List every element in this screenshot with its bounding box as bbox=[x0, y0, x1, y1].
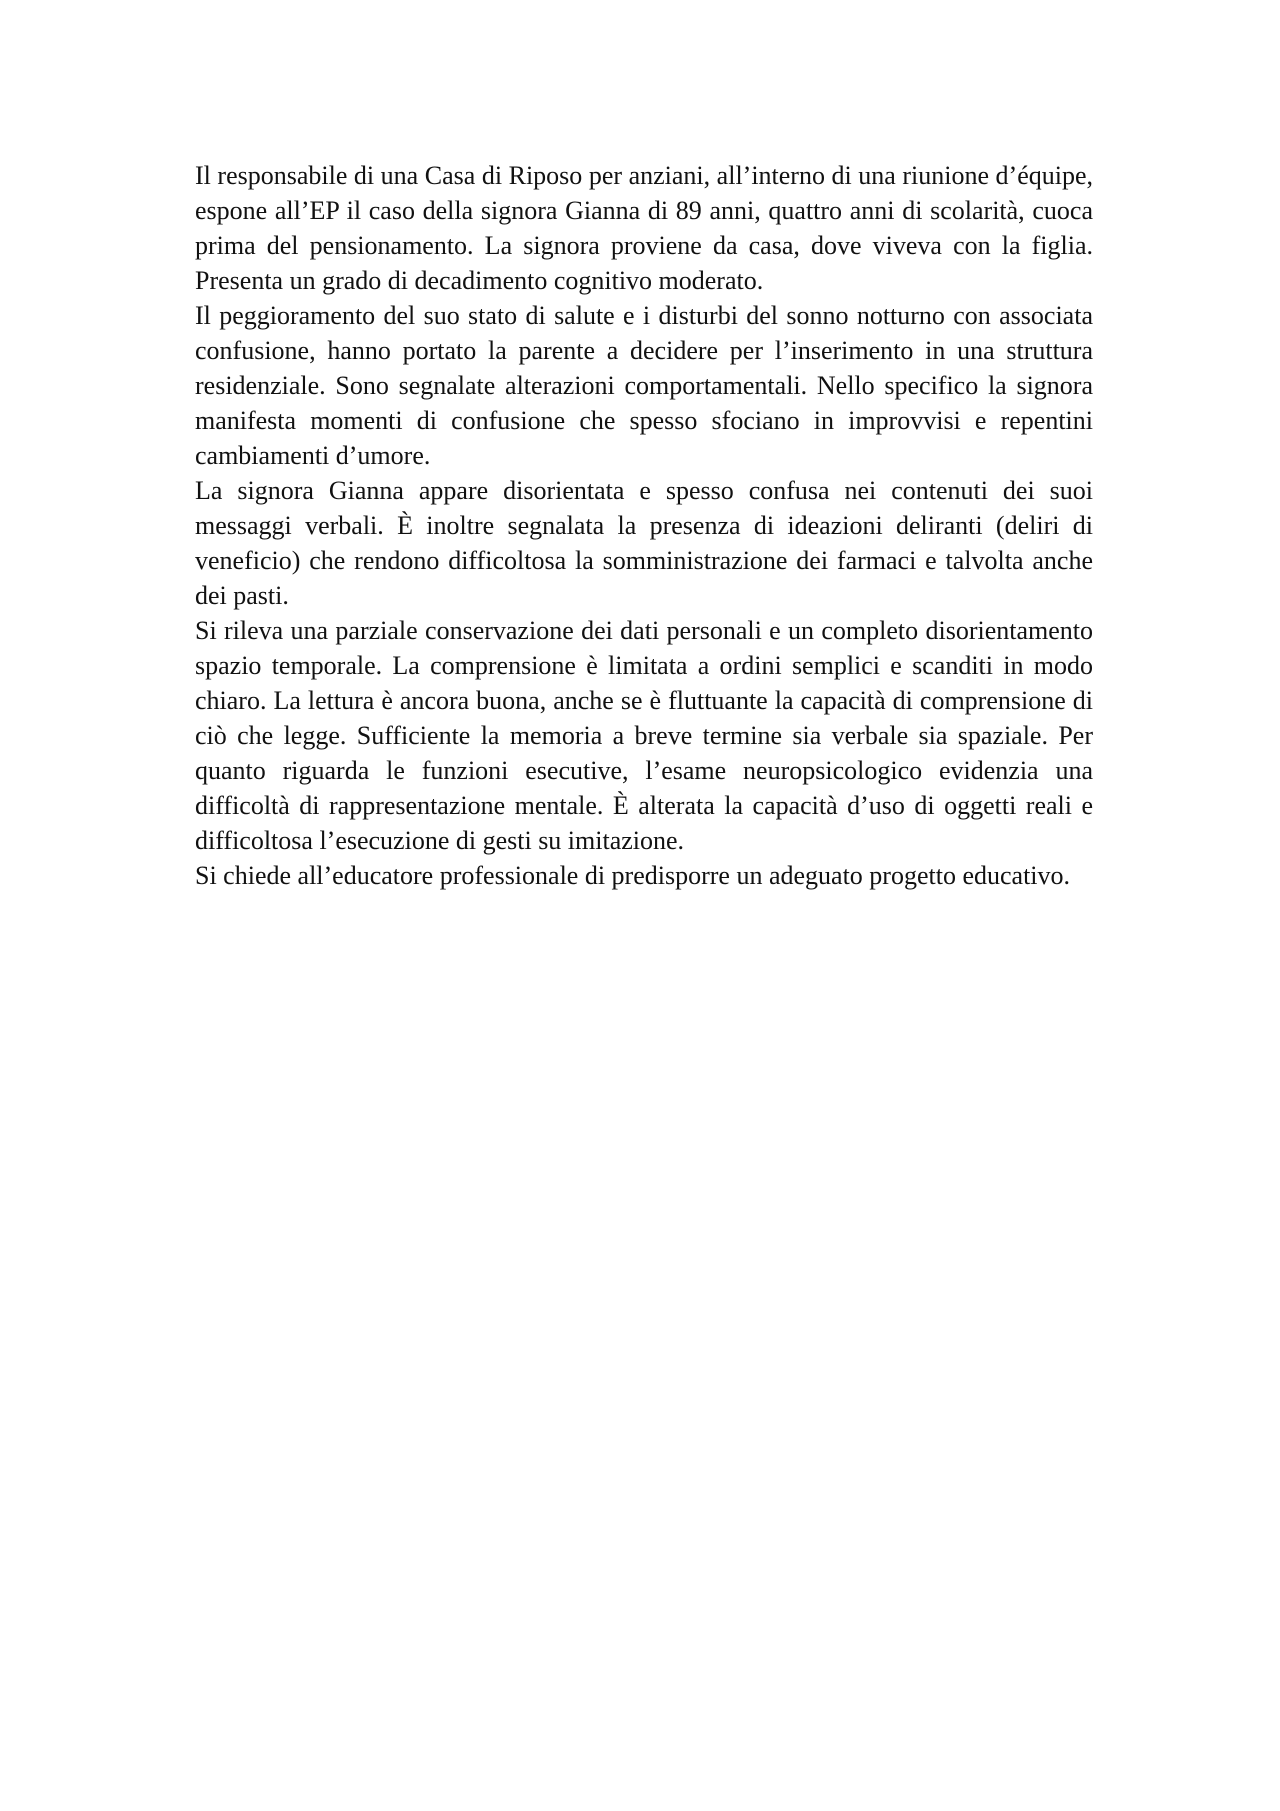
paragraph-disorientation: La signora Gianna appare disorientata e spesso confusa nei contenuti dei suoi messaggi verbali. È inoltre segnalata la presenza di ideazioni deliranti (deliri di veneficio) che rendono difficoltosa la somministrazione dei farmaci e talvolta anche dei pasti. bbox=[195, 476, 1093, 610]
paragraph-introduction: Il responsabile di una Casa di Riposo per anziani, all’interno di una riunione d’équipe, espone all’EP il caso della signora Gianna di 89 anni, quattro anni di scolarità, cuoca prima del pensionamento. La signora proviene da casa, dove viveva con la figlia. Presenta un grado di decadimento cognitivo moderato. bbox=[195, 161, 1093, 295]
paragraph-request: Si chiede all’educatore professionale di predisporre un adeguato progetto educativo. bbox=[195, 861, 1071, 890]
case-description bbox=[195, 158, 1093, 893]
paragraph-cognitive-assessment: Si rileva una parziale conservazione dei dati personali e un completo disorientamento spazio temporale. La comprensione è limitata a ordini semplici e scanditi in modo chiaro. La lettura è ancora buona, anche se è fluttuante la capacità di comprensione di ciò che legge. Sufficiente la memoria a breve termine sia verbale sia spaziale. Per quanto riguarda le funzioni esecutive, l’esame neuropsicologico evidenzia una difficoltà di rappresentazione mentale. È alterata la capacità d’uso di oggetti reali e difficoltosa l’esecuzione di gesti su imitazione. bbox=[195, 616, 1093, 855]
paragraph-health-decline: Il peggioramento del suo stato di salute e i disturbi del sonno notturno con associata confusione, hanno portato la parente a decidere per l’inserimento in una struttura residenziale. Sono segnalate alterazioni comportamentali. Nello specifico la signora manifesta momenti di confusione che spesso sfociano in improvvisi e repentini cambiamenti d’umore. bbox=[195, 301, 1093, 470]
